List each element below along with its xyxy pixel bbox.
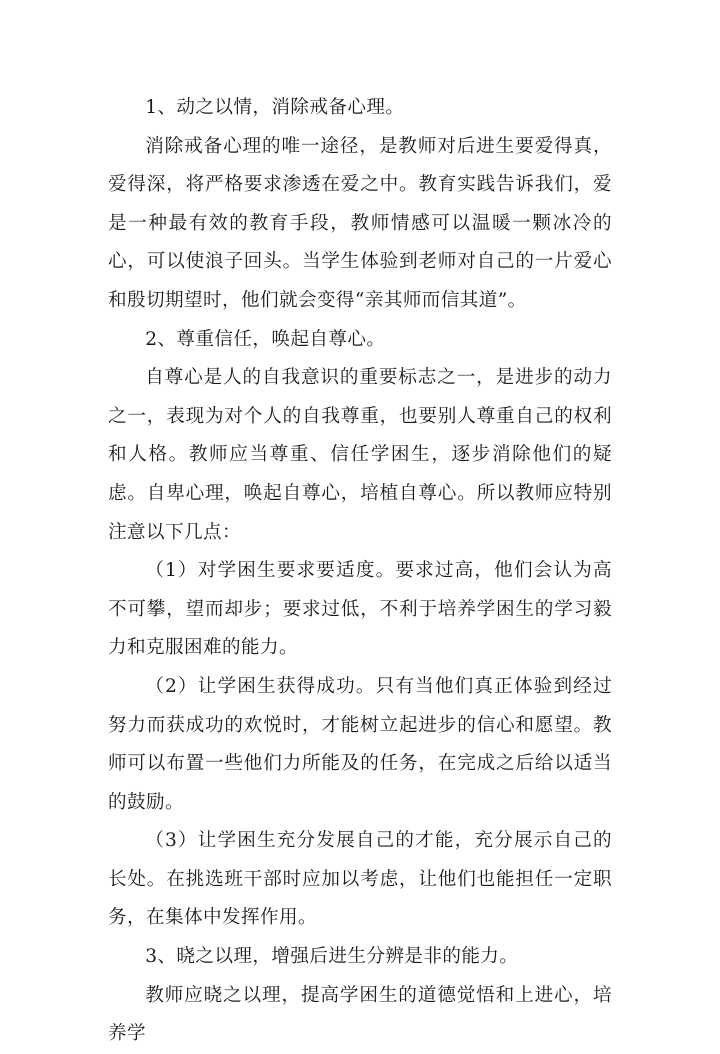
heading-1: 1、动之以情，消除戒备心理。 [145,97,405,118]
paragraph-1: 消除戒备心理的唯一途径，是教师对后进生要爱得真，爱得深，将严格要求渗透在爱之中。教育实践告诉我们，爱是一种最有效的教育手段，教师情感可以温暖一颗冰冷的心，可以使浪子回头。当学生体验到老师对自己的一片爱心和殷切期望时，他们就会变得“亲其师而信其道”。 [108,135,612,311]
document-body [108,89,612,1054]
list-item-1: （1）对学困生要求要适度。要求过高，他们会认为高不可攀，望而却步；要求过低，不利于培养学困生的学习毅力和克服困难的能力。 [108,560,612,659]
heading-2: 2、尊重信任，唤起自尊心。 [145,328,386,350]
paragraph-2: 自尊心是人的自我意识的重要标志之一，是进步的动力之一，表现为对个人的自我尊重，也要别人尊重自己的权利和人格。教师应当尊重、信任学困生，逐步消除他们的疑虑。自卑心理，唤起自尊心，培植自尊心。所以教师应特别注意以下几点： [108,367,612,543]
list-item-2: （2）让学困生获得成功。只有当他们真正体验到经过努力而获成功的欢悦时，才能树立起进步的信心和愿望。教师可以布置一些他们力所能及的任务，在完成之后给以适当的鼓励。 [108,675,612,813]
list-item-3: （3）让学困生充分发展自己的才能，充分展示自己的长处。在挑选班干部时应加以考虑，让他们也能担任一定职务，在集体中发挥作用。 [108,830,612,929]
heading-3: 3、晓之以理，增强后进生分辨是非的能力。 [145,946,519,968]
paragraph-3: 教师应晓之以理，提高学困生的道德觉悟和上进心，培养学 [108,984,612,1045]
